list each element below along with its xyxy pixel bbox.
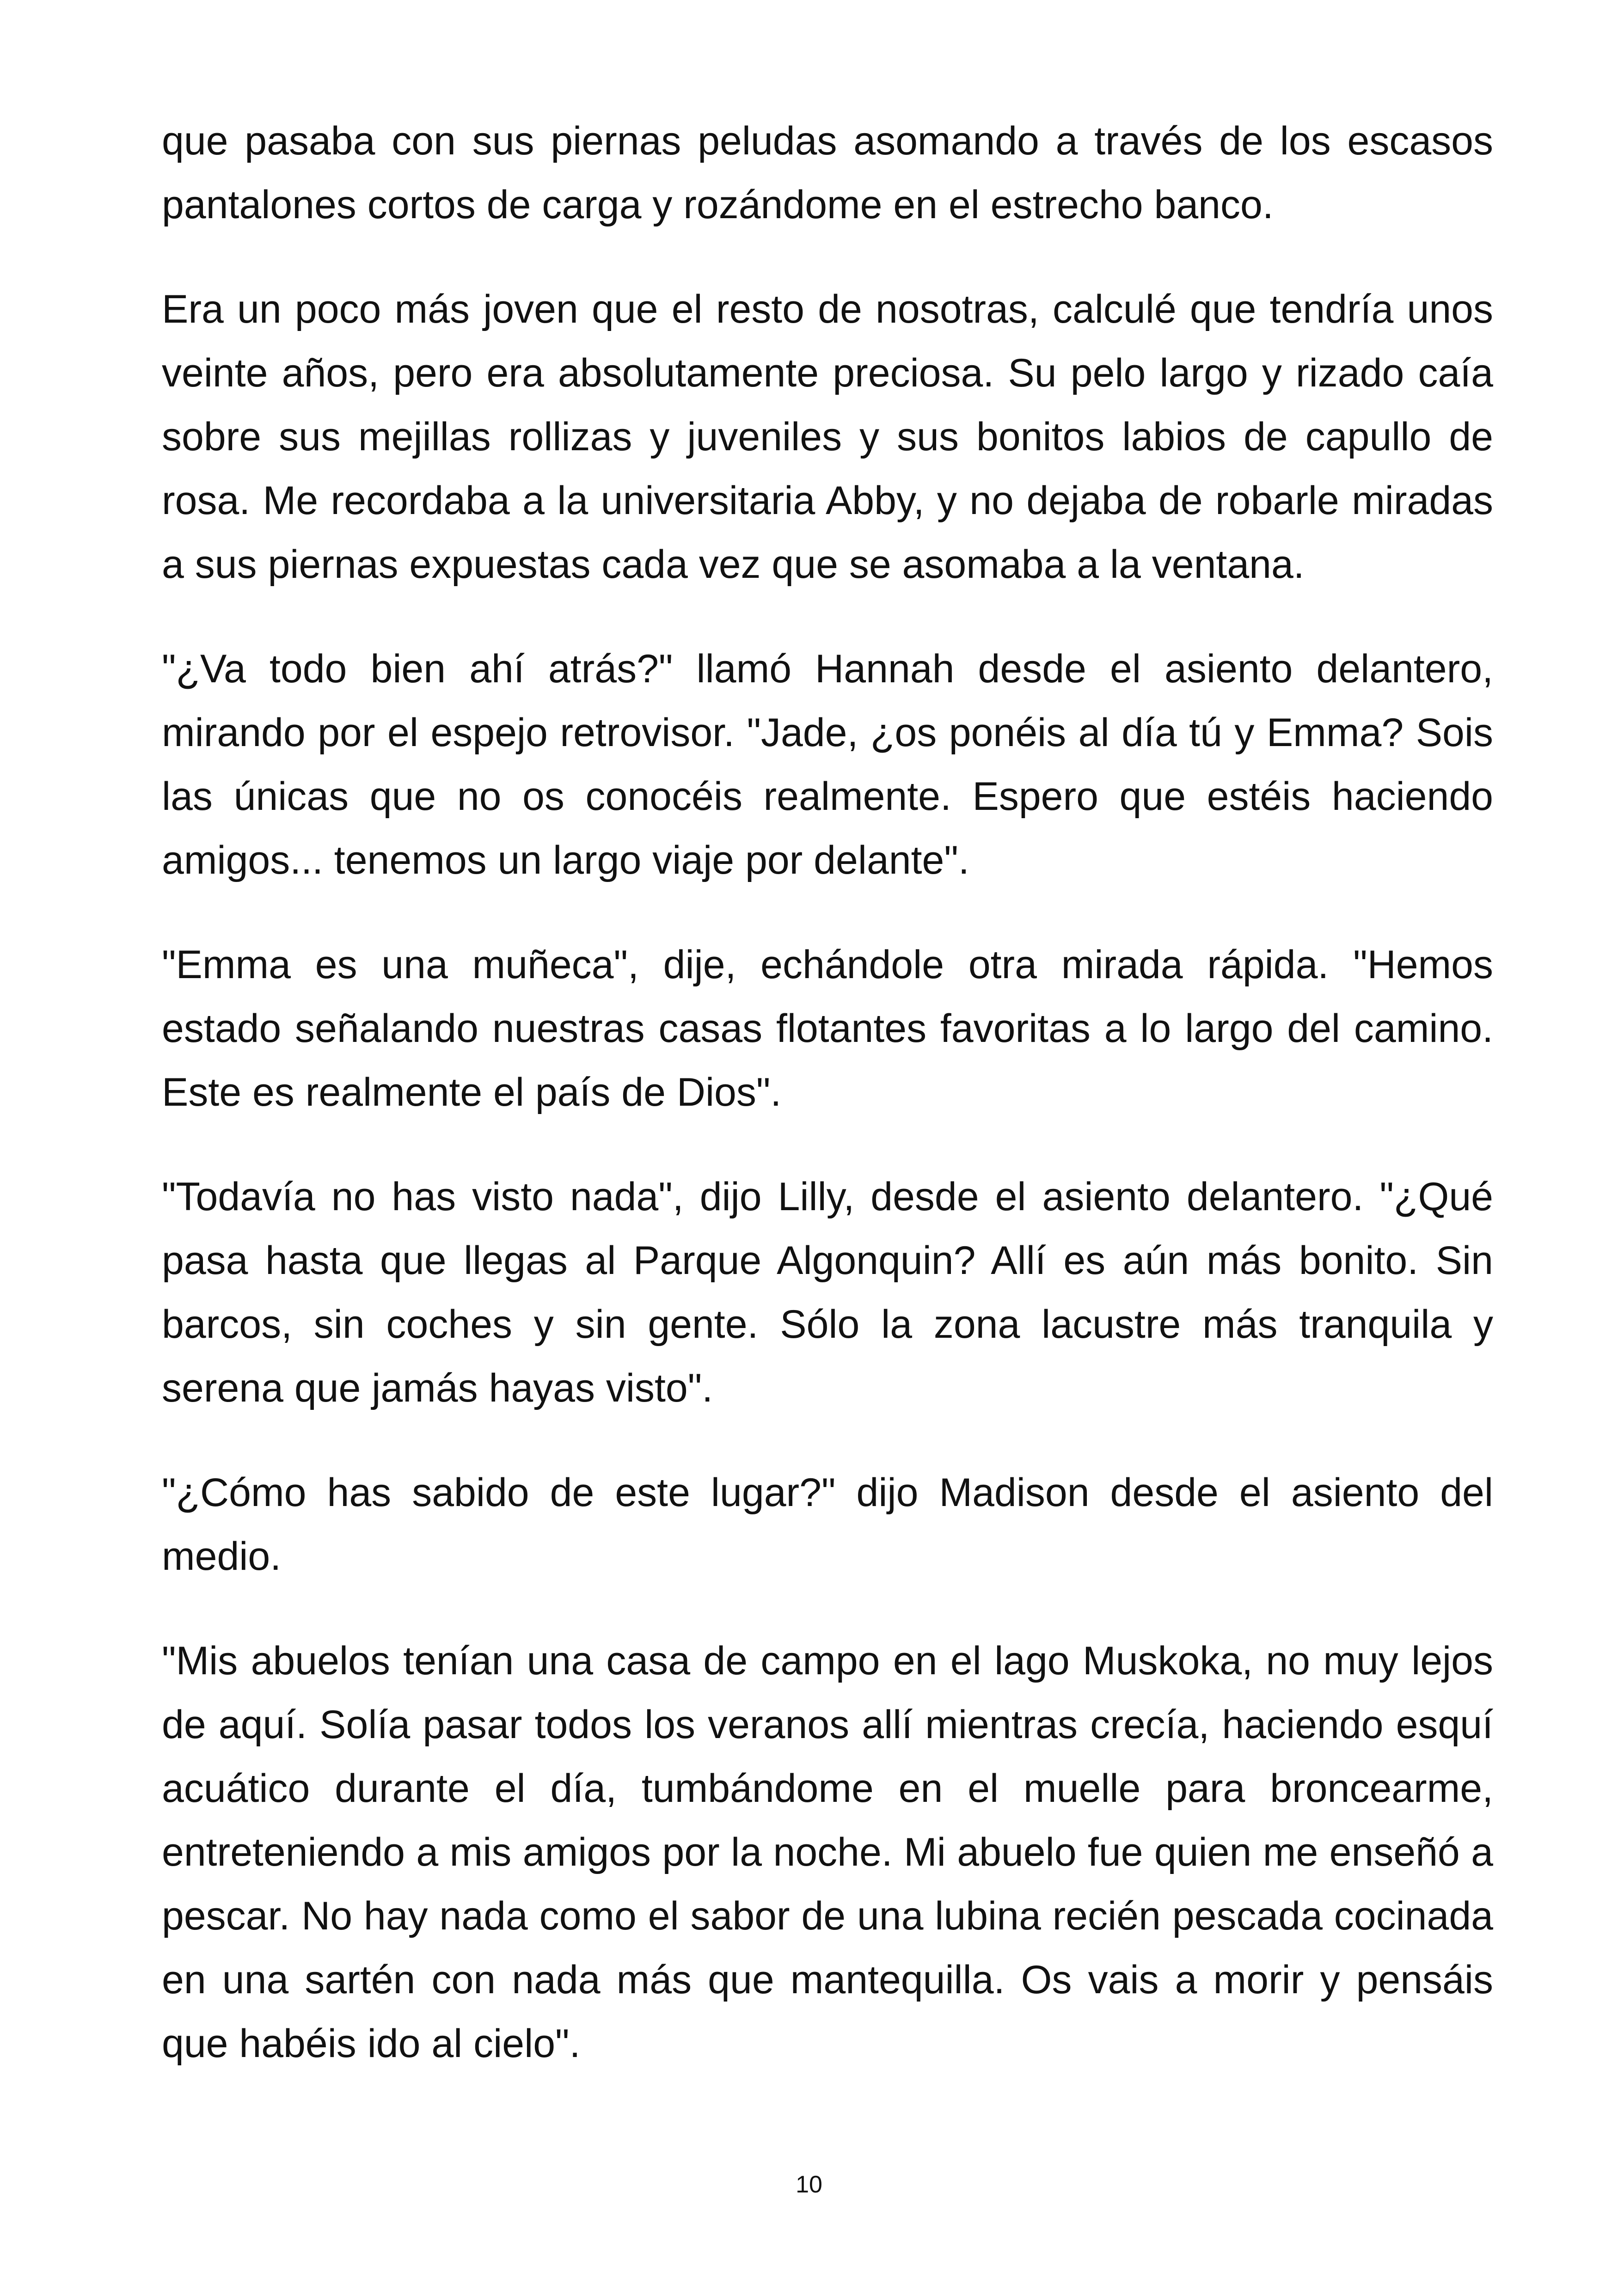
paragraph-4: "Emma es una muñeca", dije, echándole otra mirada rápida. "Hemos estado señalando nuestras casas flotantes favoritas a lo largo del camino. Este es realmente el país de Dios". [162,943,1493,1114]
paragraph-6: "¿Cómo has sabido de este lugar?" dijo Madison desde el asiento del medio. [162,1470,1493,1579]
paragraph-3: "¿Va todo bien ahí atrás?" llamó Hannah desde el asiento delantero, mirando por el espejo retrovisor. "Jade, ¿os ponéis al día tú y Emma? Sois las únicas que no os conocéis realmente. Espero que estéis haciendo amigos... tenemos un largo viaje por delante". [162,647,1493,882]
paragraph-1: que pasaba con sus piernas peludas asomando a través de los escasos pantalones cortos de carga y rozándome en el estrecho banco. [162,119,1493,227]
page-number: 10 [796,2171,822,2198]
paragraph-2: Era un poco más joven que el resto de nosotras, calculé que tendría unos veinte años, pero era absolutamente preciosa. Su pelo largo y rizado caía sobre sus mejillas rollizas y juveniles y sus bonitos labios de capullo de rosa. Me recordaba a la universitaria Abby, y no dejaba de robarle miradas a sus piernas expuestas cada vez que se asomaba a la ventana. [162,287,1493,587]
body-text [162,109,1493,2116]
paragraph-7: "Mis abuelos tenían una casa de campo en el lago Muskoka, no muy lejos de aquí. Solía pasar todos los veranos allí mientras crecía, haciendo esquí acuático durante el día, tumbándome en el muelle para broncearme, entreteniendo a mis amigos por la noche. Mi abuelo fue quien me enseñó a pescar. No hay nada como el sabor de una lubina recién pescada cocinada en una sartén con nada más que mantequilla. Os vais a morir y pensáis que habéis ido al cielo". [162,1639,1493,2066]
paragraph-5: "Todavía no has visto nada", dijo Lilly, desde el asiento delantero. "¿Qué pasa hasta que llegas al Parque Algonquin? Allí es aún más bonito. Sin barcos, sin coches y sin gente. Sólo la zona lacustre más tranquila y serena que jamás hayas visto". [162,1175,1493,1410]
